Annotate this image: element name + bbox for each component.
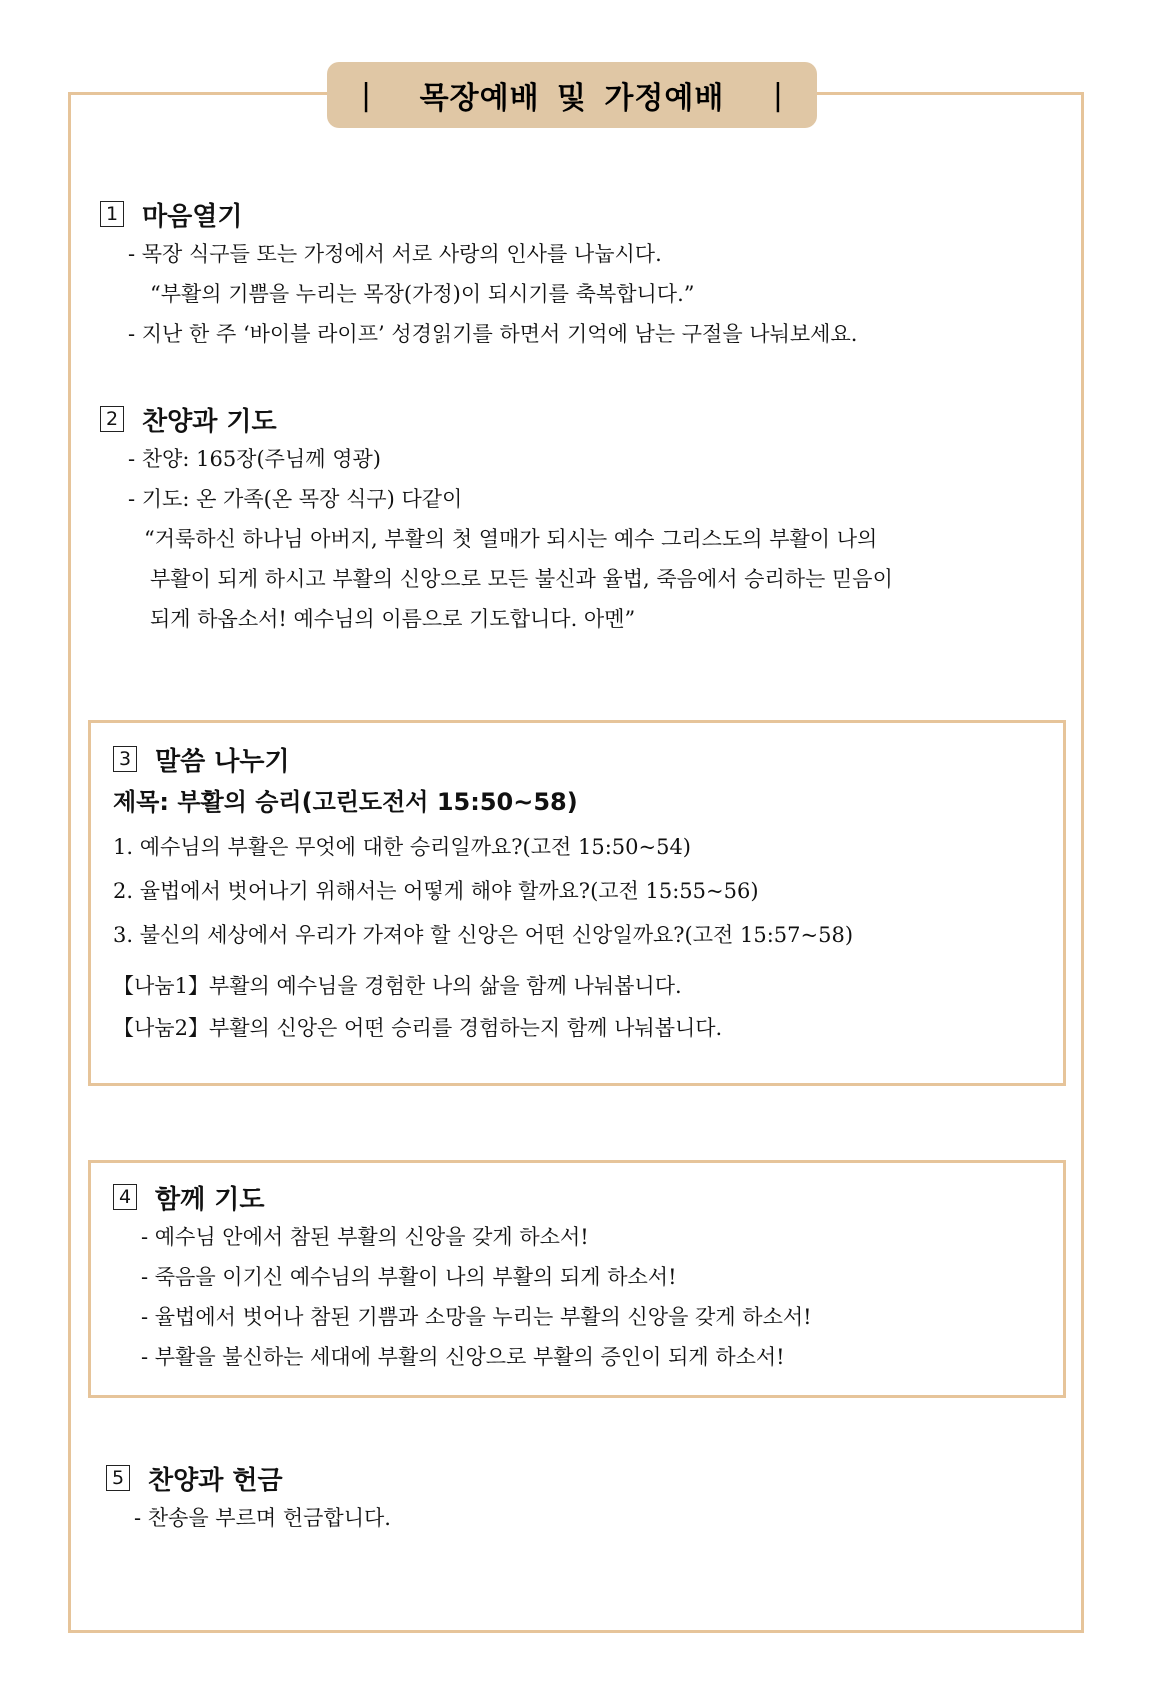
prayer-line: “거룩하신 하나님 아버지, 부활의 첫 열매가 되시는 예수 그리스도의 부활이 나의 bbox=[144, 527, 878, 551]
section-number: 1 bbox=[100, 201, 124, 227]
section-praise-prayer bbox=[100, 399, 893, 639]
prayer-item: - 율법에서 벗어나 참된 기쁨과 소망을 누리는 부활의 신앙을 갖게 하소서! bbox=[141, 1305, 812, 1329]
text-line: “부활의 기쁨을 누리는 목장(가정)이 되시기를 축복합니다.” bbox=[150, 282, 695, 306]
section-heading bbox=[106, 1458, 391, 1498]
section-heading bbox=[100, 194, 857, 234]
prayer-line: 부활이 되게 하시고 부활의 신앙으로 모든 불신과 율법, 죽음에서 승리하는 믿음이 bbox=[150, 567, 893, 591]
section-opening bbox=[100, 194, 857, 354]
section-together-prayer-box bbox=[88, 1160, 1066, 1398]
section-heading bbox=[113, 1177, 812, 1217]
text-line: - 지난 한 주 ‘바이블 라이프’ 성경읽기를 하면서 기억에 남는 구절을 나눠보세요. bbox=[128, 322, 858, 346]
prayer-item: - 예수님 안에서 참된 부활의 신앙을 갖게 하소서! bbox=[141, 1225, 589, 1249]
sermon-subject: 제목: 부활의 승리(고린도전서 15:50~58) bbox=[113, 788, 578, 816]
text-line: - 찬송을 부르며 헌금합니다. bbox=[134, 1506, 391, 1530]
section-title: 함께 기도 bbox=[155, 1184, 265, 1215]
section-sermon-box bbox=[88, 720, 1066, 1086]
text-line: - 찬양: 165장(주님께 영광) bbox=[128, 447, 381, 471]
section-number: 3 bbox=[113, 746, 137, 772]
title-bar-left: | bbox=[361, 78, 372, 113]
section-offering bbox=[106, 1458, 391, 1538]
title-bar-right: | bbox=[772, 78, 783, 113]
section-number: 4 bbox=[113, 1184, 137, 1210]
question-item: 3. 불신의 세상에서 우리가 가져야 할 신앙은 어떤 신앙일까요?(고전 15:57~58) bbox=[113, 923, 854, 947]
prayer-item: - 죽음을 이기신 예수님의 부활이 나의 부활의 되게 하소서! bbox=[141, 1265, 677, 1289]
section-number: 5 bbox=[106, 1465, 130, 1491]
prayer-item: - 부활을 불신하는 세대에 부활의 신앙으로 부활의 증인이 되게 하소서! bbox=[141, 1345, 785, 1369]
sharing-item: 【나눔2】부활의 신앙은 어떤 승리를 경험하는지 함께 나눠봅니다. bbox=[113, 1016, 723, 1040]
section-heading bbox=[100, 399, 893, 439]
text-line: - 기도: 온 가족(온 목장 식구) 다같이 bbox=[128, 487, 463, 511]
page-title-tab bbox=[327, 62, 817, 128]
page-title: 목장예배 및 가정예배 bbox=[419, 81, 725, 116]
section-title: 찬양과 기도 bbox=[142, 406, 277, 437]
section-title: 찬양과 헌금 bbox=[148, 1465, 283, 1496]
sharing-item: 【나눔1】부활의 예수님을 경험한 나의 삶을 함께 나눠봅니다. bbox=[113, 974, 682, 998]
section-number: 2 bbox=[100, 406, 124, 432]
question-item: 1. 예수님의 부활은 무엇에 대한 승리일까요?(고전 15:50~54) bbox=[113, 835, 692, 859]
question-item: 2. 율법에서 벗어나기 위해서는 어떻게 해야 할까요?(고전 15:55~56) bbox=[113, 879, 759, 903]
section-heading bbox=[113, 739, 853, 779]
text-line: - 목장 식구들 또는 가정에서 서로 사랑의 인사를 나눕시다. bbox=[128, 242, 662, 266]
section-title: 마음열기 bbox=[142, 201, 243, 232]
section-title: 말씀 나누기 bbox=[155, 746, 290, 777]
prayer-line: 되게 하옵소서! 예수님의 이름으로 기도합니다. 아멘” bbox=[150, 607, 636, 631]
